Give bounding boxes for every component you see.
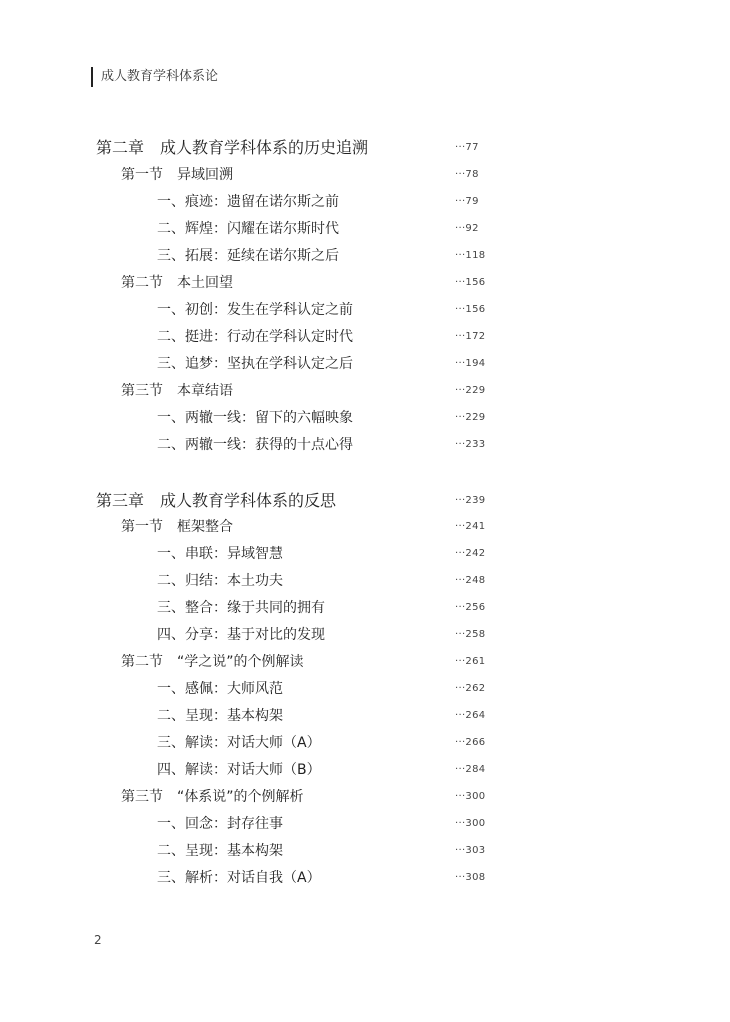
toc-page-number: ···256 (455, 602, 486, 613)
toc-section (0, 165, 730, 192)
toc-title: 第三节 “体系说”的个例解析 (121, 789, 304, 805)
toc-page-number: ···79 (455, 196, 479, 207)
toc-page-number: ···303 (455, 845, 486, 856)
toc-page-number: ···266 (455, 737, 486, 748)
running-title: 成人教育学科体系论 (101, 69, 219, 84)
toc-title: 第二章 成人教育学科体系的历史追溯 (96, 138, 369, 157)
toc-item (0, 192, 730, 219)
page-number: 2 (94, 933, 102, 947)
toc-item (0, 868, 730, 895)
toc-page-number: ···156 (455, 304, 486, 315)
toc-title: 二、两辙一线：获得的十点心得 (157, 437, 353, 453)
toc-title: 二、呈现：基本构架 (157, 843, 283, 859)
toc-title: 四、解读：对话大师（B） (157, 762, 321, 778)
toc-page-number: ···78 (455, 169, 479, 180)
toc-chapter (0, 490, 730, 517)
toc-page-number: ···241 (455, 521, 486, 532)
toc-chapter (0, 137, 730, 164)
toc-page-number: ···242 (455, 548, 486, 559)
toc-page-number: ···261 (455, 656, 486, 667)
toc-item (0, 733, 730, 760)
toc-section (0, 652, 730, 679)
toc-page-number: ···229 (455, 385, 486, 396)
toc-page-number: ···77 (455, 142, 479, 153)
toc-item (0, 435, 730, 462)
toc-page-number: ···262 (455, 683, 486, 694)
toc-page-number: ···264 (455, 710, 486, 721)
toc-page-number: ···172 (455, 331, 486, 342)
toc-title: 一、感佩：大师风范 (157, 681, 283, 697)
toc-section (0, 787, 730, 814)
toc-title: 第一节 异域回溯 (121, 167, 233, 183)
toc-item (0, 679, 730, 706)
toc-section (0, 273, 730, 300)
toc-item (0, 625, 730, 652)
toc-title: 四、分享：基于对比的发现 (157, 627, 325, 643)
toc-title: 二、挺进：行动在学科认定时代 (157, 329, 353, 345)
toc-item (0, 408, 730, 435)
toc-item (0, 354, 730, 381)
toc-title: 一、痕迹：遗留在诺尔斯之前 (157, 194, 339, 210)
toc-title: 三、解析：对话自我（A） (157, 870, 321, 886)
toc-title: 二、归结：本土功夫 (157, 573, 283, 589)
toc-title: 一、串联：异域智慧 (157, 546, 283, 562)
toc-title: 三、拓展：延续在诺尔斯之后 (157, 248, 339, 264)
toc-title: 三、追梦：坚执在学科认定之后 (157, 356, 353, 372)
toc-title: 一、初创：发生在学科认定之前 (157, 302, 353, 318)
toc-page-number: ···229 (455, 412, 486, 423)
toc-title: 第二节 本土回望 (121, 275, 233, 291)
toc-page-number: ···258 (455, 629, 486, 640)
toc-item (0, 814, 730, 841)
toc-item (0, 300, 730, 327)
toc-title: 第二节 “学之说”的个例解读 (121, 654, 304, 670)
toc-page-number: ···308 (455, 872, 486, 883)
toc-item (0, 246, 730, 273)
toc-item (0, 544, 730, 571)
toc-item (0, 327, 730, 354)
toc-title: 二、呈现：基本构架 (157, 708, 283, 724)
toc-page-number: ···118 (455, 250, 486, 261)
toc-title: 三、整合：缘于共同的拥有 (157, 600, 325, 616)
toc-title: 一、回念：封存往事 (157, 816, 283, 832)
toc-page-number: ···239 (455, 495, 486, 506)
toc-title: 二、辉煌：闪耀在诺尔斯时代 (157, 221, 339, 237)
toc-page-number: ···300 (455, 791, 486, 802)
toc-title: 一、两辙一线：留下的六幅映象 (157, 410, 353, 426)
toc-title: 第三节 本章结语 (121, 383, 233, 399)
toc-item (0, 598, 730, 625)
toc-title: 三、解读：对话大师（A） (157, 735, 321, 751)
toc-item (0, 571, 730, 598)
toc-item (0, 219, 730, 246)
toc-page-number: ···300 (455, 818, 486, 829)
toc-item (0, 841, 730, 868)
toc-item (0, 706, 730, 733)
toc-title: 第一节 框架整合 (121, 519, 233, 535)
toc-page-number: ···284 (455, 764, 486, 775)
toc-section (0, 517, 730, 544)
toc-item (0, 760, 730, 787)
toc-page-number: ···194 (455, 358, 486, 369)
toc-section (0, 381, 730, 408)
toc-page-number: ···248 (455, 575, 486, 586)
toc-page-number: ···156 (455, 277, 486, 288)
toc-page-number: ···233 (455, 439, 486, 450)
toc-title: 第三章 成人教育学科体系的反思 (96, 491, 337, 510)
toc-page-number: ···92 (455, 223, 479, 234)
